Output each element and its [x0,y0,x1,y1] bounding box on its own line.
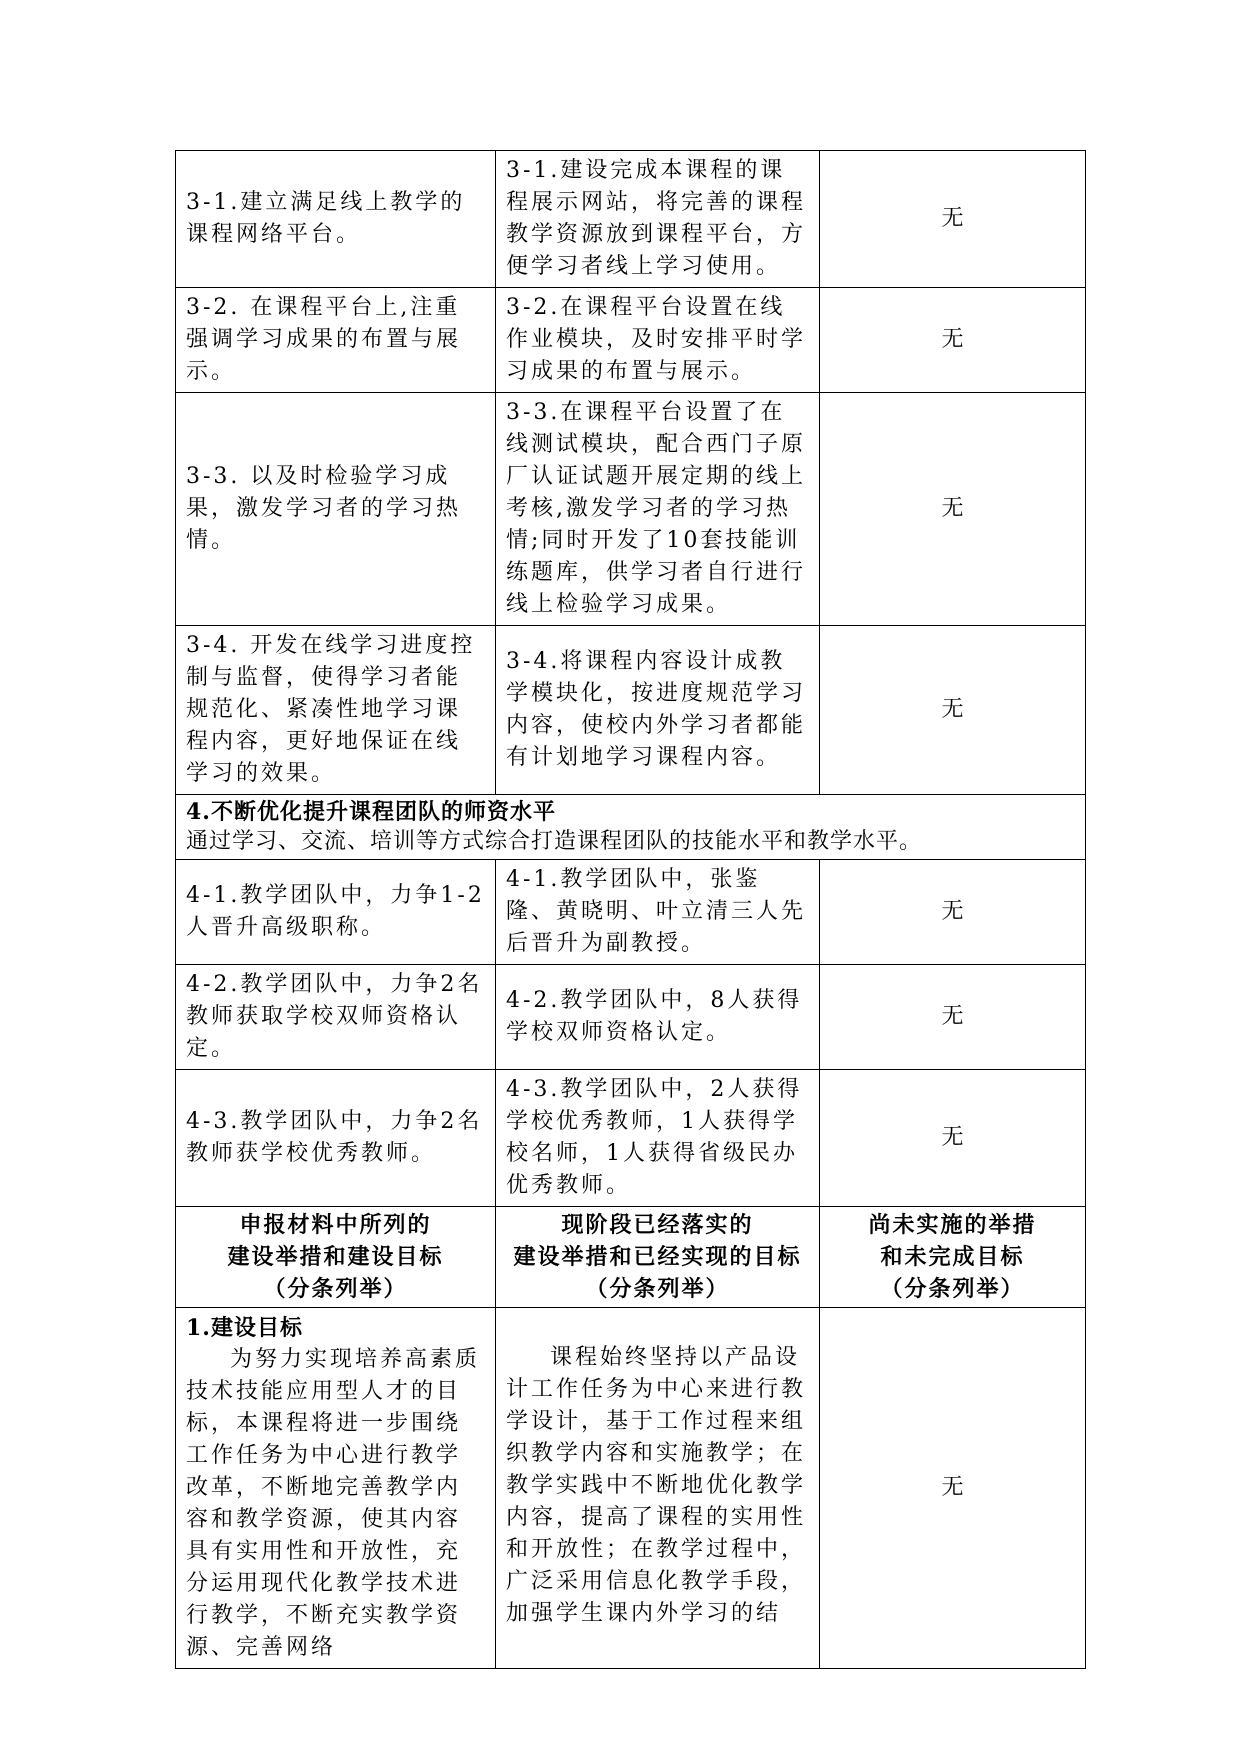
achieved-measure-cell: 4-3.教学团队中，2人获得学校优秀教师，1人获得学校名师，1人获得省级民办优秀教师。 [496,1070,820,1207]
header-row [176,1207,1086,1308]
table-row [176,965,1086,1070]
progress-table [175,150,1086,1669]
unfinished-cell: 无 [820,1308,1086,1669]
header-col2: 现阶段已经落实的 建设举措和已经实现的目标 （分条列举） [496,1207,820,1308]
achieved-measure-cell: 4-2.教学团队中，8人获得学校双师资格认定。 [496,965,820,1070]
achieved-measure-cell: 3-1.建设完成本课程的课程展示网站，将完善的课程教学资源放到课程平台，方便学习者线上学习使用。 [496,151,820,288]
table-row [176,288,1086,393]
planned-measure-cell: 3-2. 在课程平台上,注重强调学习成果的布置与展示。 [176,288,496,393]
unfinished-cell: 无 [820,1070,1086,1207]
planned-measure-cell: 4-1.教学团队中，力争1-2人晋升高级职称。 [176,860,496,965]
goal-title: 1.建设目标 [186,1315,303,1341]
table-row [176,1308,1086,1669]
unfinished-cell: 无 [820,965,1086,1070]
unfinished-cell: 无 [820,288,1086,393]
header-col1: 申报材料中所列的 建设举措和建设目标 （分条列举） [176,1207,496,1308]
table-row [176,860,1086,965]
planned-measure-cell: 3-1.建立满足线上教学的课程网络平台。 [176,151,496,288]
unfinished-cell: 无 [820,151,1086,288]
goal-achieved-text: 课程始终坚持以产品设计工作任务为中心来进行教学设计，基于工作过程来组织教学内容和实施教学；在教学实践中不断地优化教学内容，提高了课程的实用性和开放性；在教学过程中，广泛采用信息化教学手段，加强学生课内外学习的结 [506,1345,807,1626]
achieved-measure-cell: 4-1.教学团队中，张鉴隆、黄晓明、叶立清三人先后晋升为副教授。 [496,860,820,965]
table-row [176,626,1086,795]
section-title: 4.不断优化提升课程团队的师资水平 [186,799,556,825]
goal-achieved-cell [496,1308,820,1669]
section-cell [176,795,1086,860]
table-row [176,151,1086,288]
header-col3: 尚未实施的举措 和未完成目标 （分条列举） [820,1207,1086,1308]
table-row [176,393,1086,626]
section-description: 通过学习、交流、培训等方式综合打造课程团队的技能水平和教学水平。 [186,829,923,854]
achieved-measure-cell: 3-2.在课程平台设置在线作业模块，及时安排平时学习成果的布置与展示。 [496,288,820,393]
goal-planned-text: 为努力实现培养高素质技术技能应用型人才的目标，本课程将进一步围绕工作任务为中心进行教学改革，不断地完善教学内容和教学资源，使其内容具有实用性和开放性，充分运用现代化教学技术进行教学，不断充实教学资源、完善网络 [186,1347,481,1660]
unfinished-cell: 无 [820,626,1086,795]
achieved-measure-cell: 3-4.将课程内容设计成教学模块化，按进度规范学习内容，使校内外学习者都能有计划地学习课程内容。 [496,626,820,795]
section-row [176,795,1086,860]
unfinished-cell: 无 [820,860,1086,965]
planned-measure-cell: 4-3.教学团队中，力争2名教师获学校优秀教师。 [176,1070,496,1207]
goal-planned-cell [176,1308,496,1669]
achieved-measure-cell: 3-3.在课程平台设置了在线测试模块，配合西门子原厂认证试题开展定期的线上考核,激发学习者的学习热情;同时开发了10套技能训练题库，供学习者自行进行线上检验学习成果。 [496,393,820,626]
planned-measure-cell: 3-4. 开发在线学习进度控制与监督，使得学习者能规范化、紧凑性地学习课程内容，更好地保证在线学习的效果。 [176,626,496,795]
unfinished-cell: 无 [820,393,1086,626]
planned-measure-cell: 4-2.教学团队中，力争2名教师获取学校双师资格认定。 [176,965,496,1070]
document-page [175,150,1085,1669]
planned-measure-cell: 3-3. 以及时检验学习成果，激发学习者的学习热情。 [176,393,496,626]
table-row [176,1070,1086,1207]
